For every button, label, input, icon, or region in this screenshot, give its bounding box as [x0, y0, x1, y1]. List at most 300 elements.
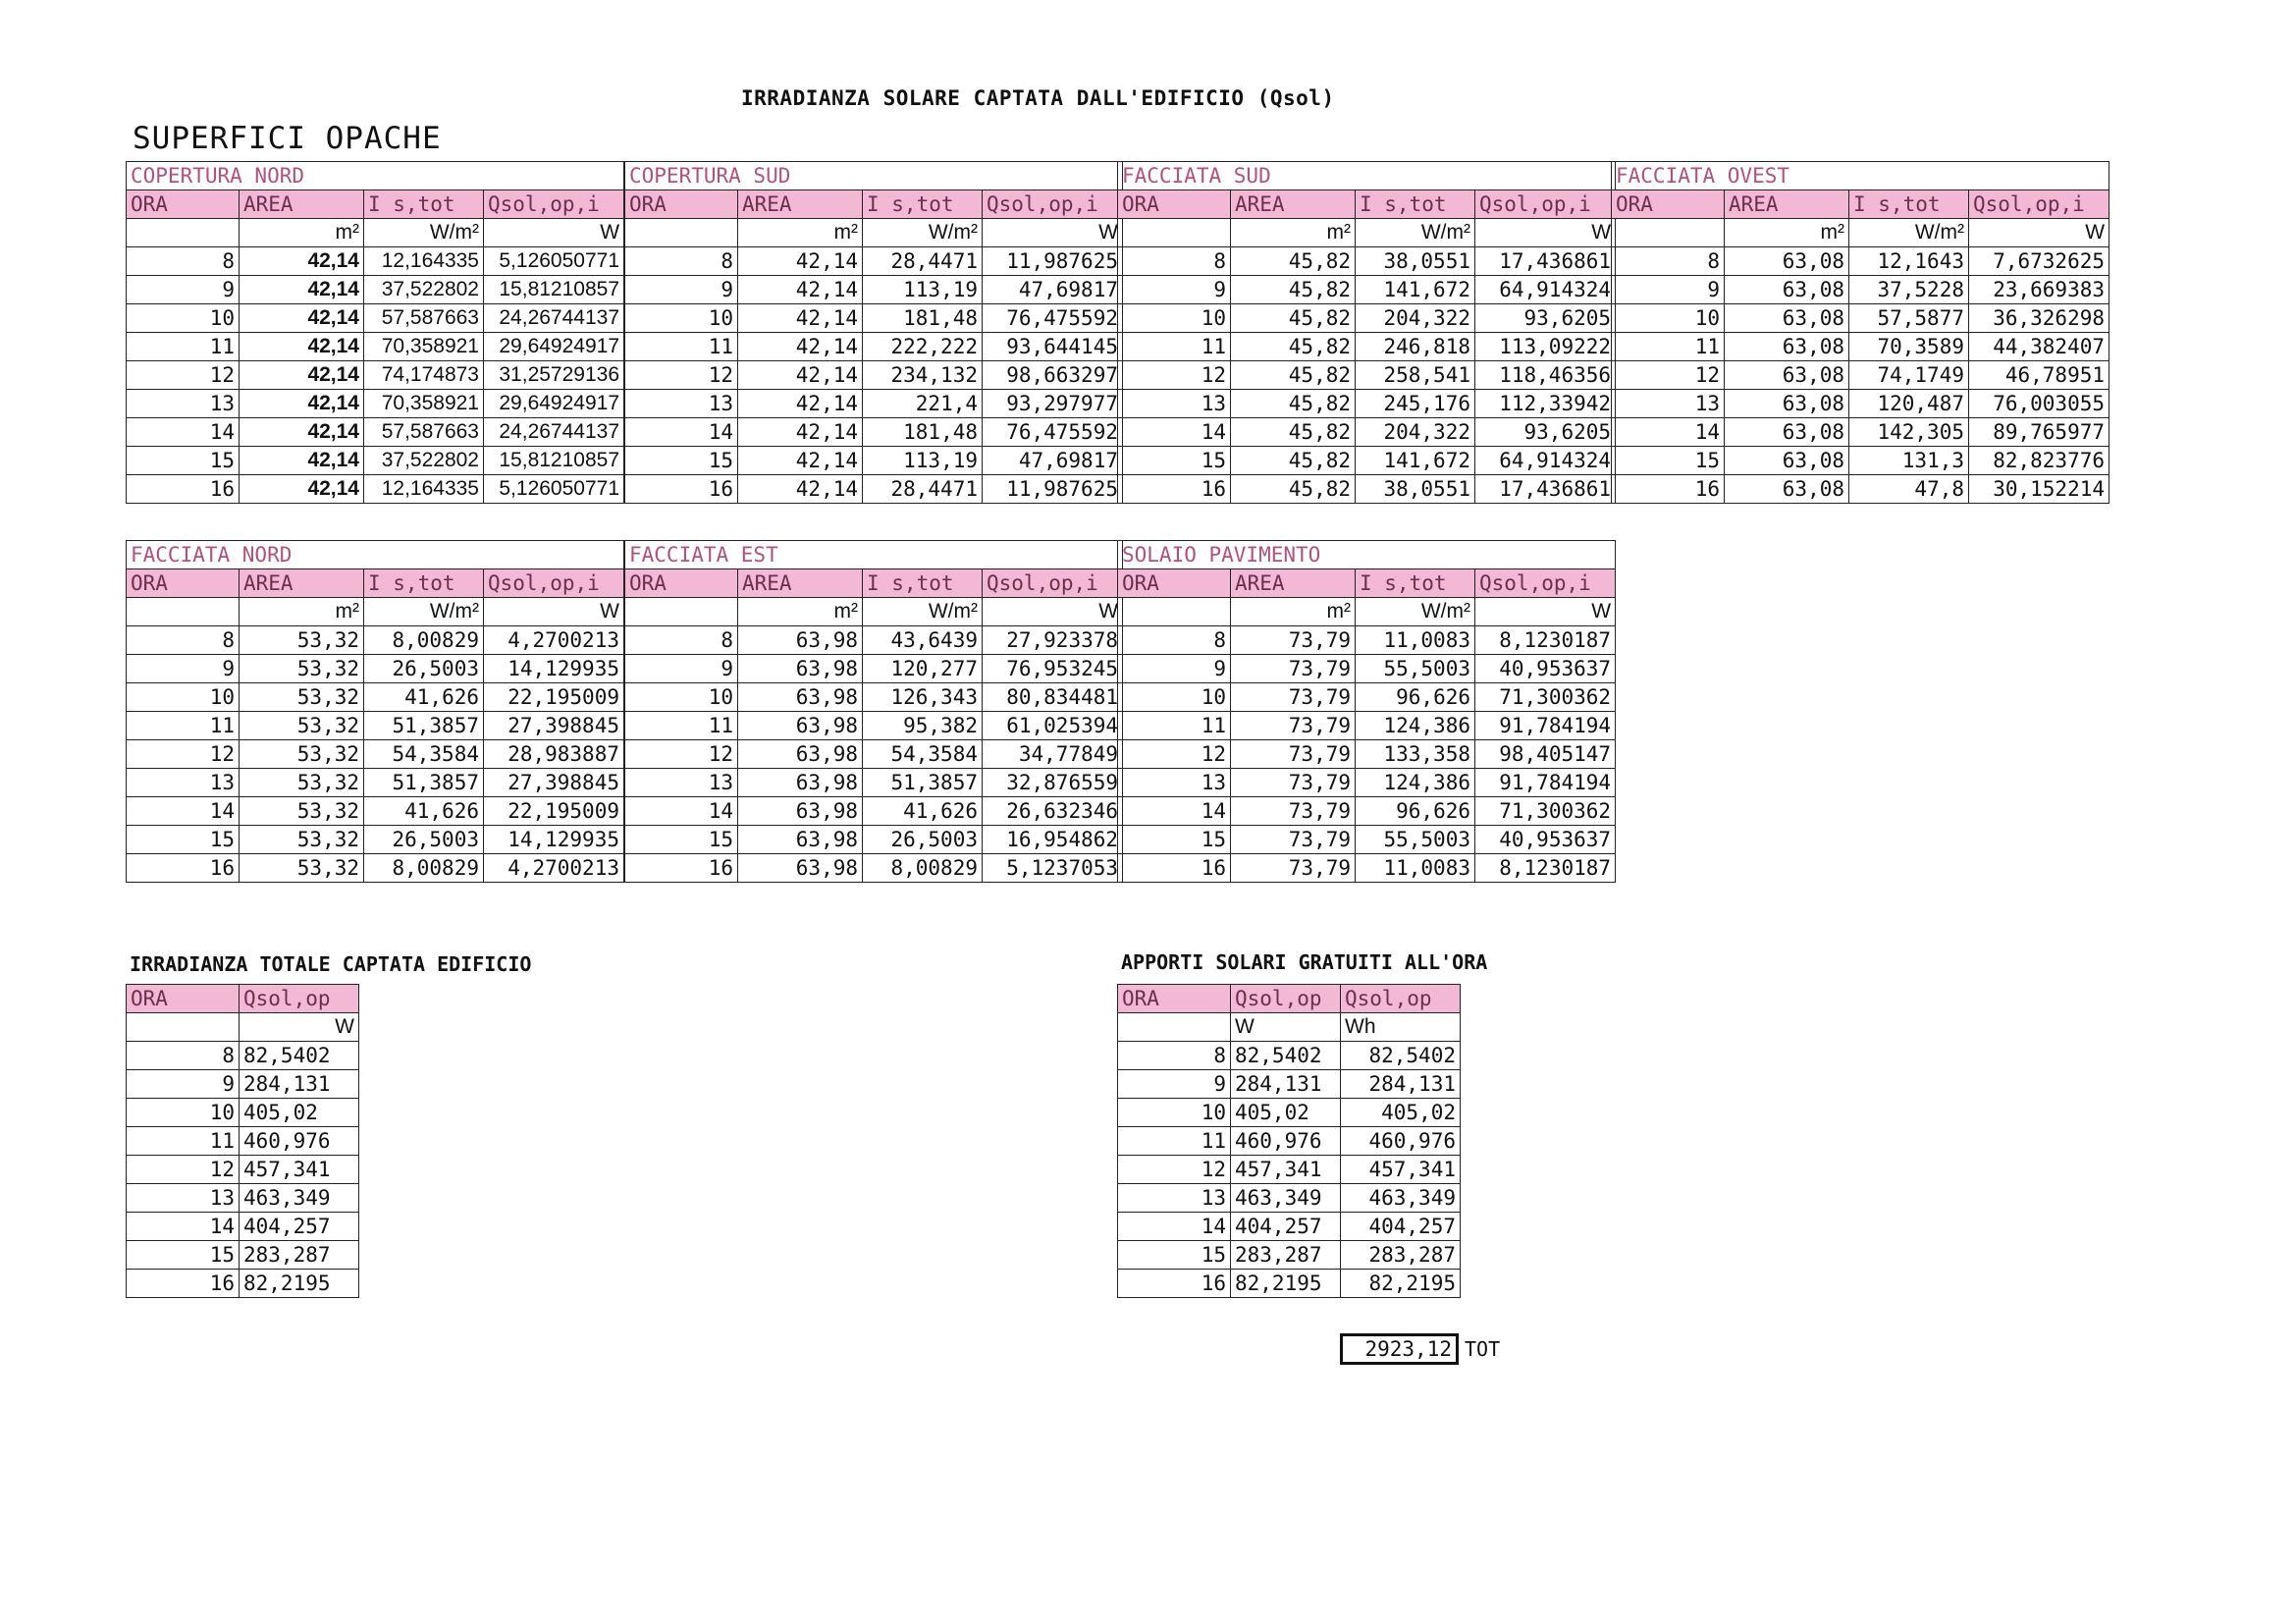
header-qsol: Qsol,op,i [983, 569, 1123, 598]
cell-qsol: 34,77849 [983, 740, 1123, 769]
table-row [625, 390, 1123, 418]
table-row [127, 1241, 359, 1270]
cell-qsol: 113,09222 [1475, 333, 1616, 361]
cell-qsol: 11,987625 [983, 475, 1123, 504]
cell-area: 73,79 [1231, 626, 1356, 655]
cell-irradiance: 55,5003 [1356, 655, 1475, 683]
unit-w: W [983, 598, 1123, 626]
cell-irradiance: 51,3857 [863, 769, 983, 797]
cell-qsol: 27,398845 [484, 769, 624, 797]
table-row [1118, 390, 1616, 418]
cell-area: 63,08 [1725, 418, 1849, 447]
cell-qsol: 82,823776 [1969, 447, 2109, 475]
cell-qsol: 17,436861 [1475, 247, 1616, 276]
table-title: SOLAIO PAVIMENTO [1118, 541, 1616, 569]
header-qsol: Qsol,op,i [484, 190, 624, 219]
unit-m2: m² [240, 219, 364, 247]
table-facciata-ovest [1611, 161, 2109, 504]
cell-ora: 10 [127, 1099, 240, 1127]
header-irradiance: I s,tot [1356, 190, 1475, 219]
cell-irradiance: 74,174873 [364, 361, 484, 390]
cell-qsol: 31,25729136 [484, 361, 624, 390]
cell-irradiance: 54,3584 [863, 740, 983, 769]
table-row [127, 1184, 359, 1213]
cell-ora: 13 [1118, 1184, 1231, 1213]
cell-ora: 13 [625, 769, 738, 797]
cell-ora: 9 [1118, 276, 1231, 304]
cell-ora: 12 [1118, 740, 1231, 769]
table-facciata-est [624, 540, 1123, 883]
cell-irradiance: 28,4471 [863, 475, 983, 504]
cell-qsol: 93,6205 [1475, 304, 1616, 333]
table-row [127, 1070, 359, 1099]
header-irradiance: I s,tot [863, 190, 983, 219]
cell-irradiance: 54,3584 [364, 740, 484, 769]
cell-irradiance: 47,8 [1849, 475, 1969, 504]
solar-gains-title: APPORTI SOLARI GRATUITI ALL'ORA [1121, 950, 1488, 974]
cell-qsol: 22,195009 [484, 683, 624, 712]
cell-qsol: 26,632346 [983, 797, 1123, 826]
cell-irradiance: 12,1643 [1849, 247, 1969, 276]
unit-m2: m² [1231, 598, 1356, 626]
cell-area: 42,14 [738, 247, 863, 276]
cell-ora: 13 [1612, 390, 1725, 418]
cell-ora: 13 [127, 390, 240, 418]
cell-qsol: 5,1237053 [983, 854, 1123, 883]
cell-irradiance: 8,00829 [364, 854, 484, 883]
cell-qsol: 40,953637 [1475, 826, 1616, 854]
cell-irradiance: 124,386 [1356, 712, 1475, 740]
cell-qsol: 28,983887 [484, 740, 624, 769]
table-copertura-nord [126, 161, 624, 504]
cell-irradiance: 38,0551 [1356, 247, 1475, 276]
cell-area: 42,14 [738, 390, 863, 418]
table-row [625, 712, 1123, 740]
cell-qsol: 27,923378 [983, 626, 1123, 655]
unit-empty [625, 219, 738, 247]
cell-ora: 13 [1118, 390, 1231, 418]
cell-ora: 8 [625, 626, 738, 655]
cell-irradiance: 41,626 [863, 797, 983, 826]
cell-qsol: 24,26744137 [484, 304, 624, 333]
table-row [127, 447, 624, 475]
cell-ora: 16 [1118, 475, 1231, 504]
cell-ora: 16 [625, 854, 738, 883]
cell-irradiance: 204,322 [1356, 418, 1475, 447]
table-row [1612, 447, 2109, 475]
cell-qsol: 30,152214 [1969, 475, 2109, 504]
unit-w: W [1475, 598, 1616, 626]
header-qsol-w: Qsol,op [1231, 985, 1341, 1013]
cell-ora: 11 [127, 712, 240, 740]
unit-empty [127, 598, 240, 626]
cell-qsol: 405,02 [240, 1099, 359, 1127]
cell-area: 53,32 [240, 797, 364, 826]
table-row [1118, 769, 1616, 797]
table-row [1118, 740, 1616, 769]
cell-ora: 12 [1118, 361, 1231, 390]
cell-qsol: 40,953637 [1475, 655, 1616, 683]
cell-ora: 10 [625, 683, 738, 712]
cell-ora: 11 [127, 333, 240, 361]
cell-qsol: 71,300362 [1475, 683, 1616, 712]
cell-ora: 11 [1118, 1127, 1231, 1156]
cell-ora: 12 [1118, 1156, 1231, 1184]
table-row [1118, 655, 1616, 683]
cell-ora: 14 [1118, 1213, 1231, 1241]
cell-ora: 15 [127, 1241, 240, 1270]
table-row [625, 683, 1123, 712]
cell-qsol: 64,914324 [1475, 276, 1616, 304]
cell-qsol-w: 457,341 [1231, 1156, 1341, 1184]
cell-qsol: 47,69817 [983, 447, 1123, 475]
cell-area: 63,08 [1725, 475, 1849, 504]
table-facciata-nord [126, 540, 624, 883]
cell-area: 53,32 [240, 655, 364, 683]
cell-irradiance: 133,358 [1356, 740, 1475, 769]
cell-area: 53,32 [240, 626, 364, 655]
cell-qsol-w: 283,287 [1231, 1241, 1341, 1270]
table-row [1612, 304, 2109, 333]
cell-area: 45,82 [1231, 304, 1356, 333]
cell-ora: 11 [625, 712, 738, 740]
header-ora: ORA [625, 569, 738, 598]
cell-qsol: 283,287 [240, 1241, 359, 1270]
cell-irradiance: 37,522802 [364, 276, 484, 304]
cell-irradiance: 41,626 [364, 683, 484, 712]
cell-area: 42,14 [240, 304, 364, 333]
total-irradiance-table [126, 984, 359, 1298]
table-row [1118, 1042, 1461, 1070]
cell-qsol: 457,341 [240, 1156, 359, 1184]
cell-ora: 10 [1118, 1099, 1231, 1127]
cell-area: 63,98 [738, 740, 863, 769]
cell-ora: 15 [1612, 447, 1725, 475]
cell-qsol: 15,81210857 [484, 447, 624, 475]
cell-irradiance: 113,19 [863, 447, 983, 475]
header-ora: ORA [127, 190, 240, 219]
cell-qsol-w: 460,976 [1231, 1127, 1341, 1156]
table-row [1118, 475, 1616, 504]
unit-empty [1118, 1013, 1231, 1042]
table-row [127, 276, 624, 304]
cell-area: 53,32 [240, 854, 364, 883]
cell-ora: 10 [127, 304, 240, 333]
cell-irradiance: 120,277 [863, 655, 983, 683]
table-row [127, 361, 624, 390]
cell-qsol: 80,834481 [983, 683, 1123, 712]
header-irradiance: I s,tot [863, 569, 983, 598]
cell-area: 63,98 [738, 854, 863, 883]
cell-area: 45,82 [1231, 247, 1356, 276]
cell-ora: 11 [127, 1127, 240, 1156]
header-qsol: Qsol,op,i [1475, 190, 1616, 219]
table-row [1612, 333, 2109, 361]
header-qsol: Qsol,op,i [484, 569, 624, 598]
cell-qsol: 82,5402 [240, 1042, 359, 1070]
table-row [625, 276, 1123, 304]
cell-qsol: 93,297977 [983, 390, 1123, 418]
cell-irradiance: 113,19 [863, 276, 983, 304]
cell-ora: 14 [1612, 418, 1725, 447]
table-facciata-sud [1117, 161, 1616, 504]
cell-qsol-wh: 82,5402 [1341, 1042, 1461, 1070]
cell-qsol: 8,1230187 [1475, 626, 1616, 655]
table-row [1118, 276, 1616, 304]
cell-qsol: 93,644145 [983, 333, 1123, 361]
table-row [127, 826, 624, 854]
table-row [1612, 276, 2109, 304]
cell-irradiance: 245,176 [1356, 390, 1475, 418]
unit-w: W [1969, 219, 2109, 247]
grand-total-label: TOT [1465, 1337, 1501, 1361]
cell-qsol: 32,876559 [983, 769, 1123, 797]
unit-m2: m² [1231, 219, 1356, 247]
cell-irradiance: 57,5877 [1849, 304, 1969, 333]
cell-irradiance: 95,382 [863, 712, 983, 740]
cell-area: 63,98 [738, 826, 863, 854]
cell-irradiance: 96,626 [1356, 797, 1475, 826]
table-row [127, 854, 624, 883]
cell-qsol: 8,1230187 [1475, 854, 1616, 883]
header-ora: ORA [1612, 190, 1725, 219]
table-row [1118, 1070, 1461, 1099]
cell-irradiance: 124,386 [1356, 769, 1475, 797]
table-row [625, 626, 1123, 655]
cell-irradiance: 41,626 [364, 797, 484, 826]
cell-area: 63,08 [1725, 333, 1849, 361]
cell-qsol: 460,976 [240, 1127, 359, 1156]
cell-qsol-w: 284,131 [1231, 1070, 1341, 1099]
table-row [127, 475, 624, 504]
cell-irradiance: 57,587663 [364, 304, 484, 333]
table-row [1118, 797, 1616, 826]
cell-area: 53,32 [240, 712, 364, 740]
table-row [1612, 247, 2109, 276]
cell-ora: 12 [625, 361, 738, 390]
unit-wm2: W/m² [364, 219, 484, 247]
cell-ora: 15 [625, 826, 738, 854]
cell-qsol: 112,33942 [1475, 390, 1616, 418]
cell-area: 73,79 [1231, 712, 1356, 740]
table-row [127, 1156, 359, 1184]
cell-area: 63,98 [738, 655, 863, 683]
header-ora: ORA [1118, 569, 1231, 598]
cell-area: 42,14 [738, 418, 863, 447]
cell-area: 42,14 [738, 361, 863, 390]
unit-w: W [1475, 219, 1616, 247]
header-irradiance: I s,tot [1356, 569, 1475, 598]
cell-qsol: 284,131 [240, 1070, 359, 1099]
cell-irradiance: 258,541 [1356, 361, 1475, 390]
table-row [1118, 418, 1616, 447]
cell-ora: 14 [127, 418, 240, 447]
table-row [625, 247, 1123, 276]
cell-ora: 8 [1612, 247, 1725, 276]
unit-wm2: W/m² [863, 598, 983, 626]
cell-irradiance: 70,3589 [1849, 333, 1969, 361]
cell-ora: 9 [625, 655, 738, 683]
table-title: FACCIATA EST [625, 541, 1123, 569]
unit-w: W [983, 219, 1123, 247]
cell-qsol-w: 463,349 [1231, 1184, 1341, 1213]
cell-area: 53,32 [240, 769, 364, 797]
table-row [1118, 247, 1616, 276]
cell-qsol: 27,398845 [484, 712, 624, 740]
unit-wm2: W/m² [364, 598, 484, 626]
table-row [1118, 1184, 1461, 1213]
table-solaio-pavimento [1117, 540, 1616, 883]
cell-ora: 9 [127, 276, 240, 304]
cell-qsol-wh: 284,131 [1341, 1070, 1461, 1099]
header-ora: ORA [127, 985, 240, 1013]
cell-irradiance: 55,5003 [1356, 826, 1475, 854]
cell-qsol: 91,784194 [1475, 769, 1616, 797]
cell-ora: 8 [127, 247, 240, 276]
cell-ora: 16 [127, 475, 240, 504]
table-row [625, 333, 1123, 361]
cell-ora: 14 [625, 418, 738, 447]
table-row [1118, 1241, 1461, 1270]
table-row [1118, 361, 1616, 390]
cell-ora: 16 [127, 854, 240, 883]
cell-qsol-wh: 283,287 [1341, 1241, 1461, 1270]
cell-ora: 13 [1118, 769, 1231, 797]
header-qsol-wh: Qsol,op [1341, 985, 1461, 1013]
cell-qsol: 14,129935 [484, 655, 624, 683]
cell-ora: 16 [1118, 854, 1231, 883]
unit-w: W [240, 1013, 359, 1042]
header-ora: ORA [1118, 985, 1231, 1013]
table-title: FACCIATA NORD [127, 541, 624, 569]
cell-ora: 14 [127, 797, 240, 826]
cell-qsol-wh: 405,02 [1341, 1099, 1461, 1127]
table-row [1118, 854, 1616, 883]
cell-qsol-wh: 404,257 [1341, 1213, 1461, 1241]
cell-ora: 15 [1118, 447, 1231, 475]
table-row [1612, 475, 2109, 504]
table-row [1118, 712, 1616, 740]
cell-area: 73,79 [1231, 854, 1356, 883]
table-row [127, 333, 624, 361]
cell-irradiance: 12,164335 [364, 247, 484, 276]
cell-ora: 12 [127, 740, 240, 769]
unit-empty [127, 219, 240, 247]
cell-irradiance: 26,5003 [364, 826, 484, 854]
header-area: AREA [1231, 569, 1356, 598]
cell-qsol-w: 404,257 [1231, 1213, 1341, 1241]
cell-area: 42,14 [738, 304, 863, 333]
cell-irradiance: 221,4 [863, 390, 983, 418]
table-row [625, 447, 1123, 475]
unit-w: W [484, 598, 624, 626]
table-row [1118, 626, 1616, 655]
cell-qsol: 82,2195 [240, 1270, 359, 1298]
cell-ora: 8 [1118, 247, 1231, 276]
cell-ora: 14 [625, 797, 738, 826]
header-qsol: Qsol,op,i [983, 190, 1123, 219]
cell-qsol: 76,953245 [983, 655, 1123, 683]
cell-area: 63,08 [1725, 447, 1849, 475]
table-row [127, 304, 624, 333]
cell-irradiance: 26,5003 [863, 826, 983, 854]
cell-qsol: 14,129935 [484, 826, 624, 854]
header-qsol: Qsol,op,i [1475, 569, 1616, 598]
cell-qsol: 76,003055 [1969, 390, 2109, 418]
cell-irradiance: 222,222 [863, 333, 983, 361]
cell-ora: 11 [625, 333, 738, 361]
cell-qsol-wh: 460,976 [1341, 1127, 1461, 1156]
cell-irradiance: 8,00829 [863, 854, 983, 883]
cell-ora: 8 [127, 1042, 240, 1070]
cell-qsol: 91,784194 [1475, 712, 1616, 740]
cell-ora: 12 [127, 1156, 240, 1184]
table-row [625, 475, 1123, 504]
cell-area: 63,98 [738, 797, 863, 826]
cell-ora: 13 [127, 769, 240, 797]
cell-irradiance: 234,132 [863, 361, 983, 390]
table-row [625, 304, 1123, 333]
cell-area: 42,14 [738, 333, 863, 361]
table-row [1612, 418, 2109, 447]
table-row [625, 361, 1123, 390]
cell-irradiance: 28,4471 [863, 247, 983, 276]
cell-area: 45,82 [1231, 418, 1356, 447]
unit-empty [625, 598, 738, 626]
cell-qsol: 44,382407 [1969, 333, 2109, 361]
cell-qsol: 22,195009 [484, 797, 624, 826]
unit-w: W [1231, 1013, 1341, 1042]
table-row [1612, 361, 2109, 390]
cell-qsol: 93,6205 [1475, 418, 1616, 447]
table-row [625, 740, 1123, 769]
cell-area: 63,98 [738, 626, 863, 655]
table-row [127, 1127, 359, 1156]
header-area: AREA [240, 190, 364, 219]
cell-qsol-wh: 463,349 [1341, 1184, 1461, 1213]
unit-m2: m² [738, 219, 863, 247]
cell-area: 42,14 [240, 418, 364, 447]
header-area: AREA [738, 569, 863, 598]
header-ora: ORA [127, 569, 240, 598]
cell-qsol: 24,26744137 [484, 418, 624, 447]
table-row [127, 247, 624, 276]
cell-ora: 11 [1118, 712, 1231, 740]
table-row [1118, 826, 1616, 854]
cell-ora: 14 [1118, 418, 1231, 447]
unit-empty [127, 1013, 240, 1042]
cell-area: 73,79 [1231, 655, 1356, 683]
cell-ora: 16 [1612, 475, 1725, 504]
cell-irradiance: 38,0551 [1356, 475, 1475, 504]
cell-qsol: 11,987625 [983, 247, 1123, 276]
cell-ora: 9 [1118, 655, 1231, 683]
unit-m2: m² [738, 598, 863, 626]
cell-area: 73,79 [1231, 797, 1356, 826]
table-title: COPERTURA NORD [127, 162, 624, 190]
grand-total-value: 2923,12 [1340, 1333, 1459, 1365]
table-row [625, 826, 1123, 854]
cell-area: 45,82 [1231, 361, 1356, 390]
table-row [1118, 1270, 1461, 1298]
cell-irradiance: 11,0083 [1356, 854, 1475, 883]
cell-irradiance: 57,587663 [364, 418, 484, 447]
cell-qsol: 118,46356 [1475, 361, 1616, 390]
table-row [625, 655, 1123, 683]
cell-irradiance: 96,626 [1356, 683, 1475, 712]
cell-ora: 16 [625, 475, 738, 504]
cell-qsol: 15,81210857 [484, 276, 624, 304]
